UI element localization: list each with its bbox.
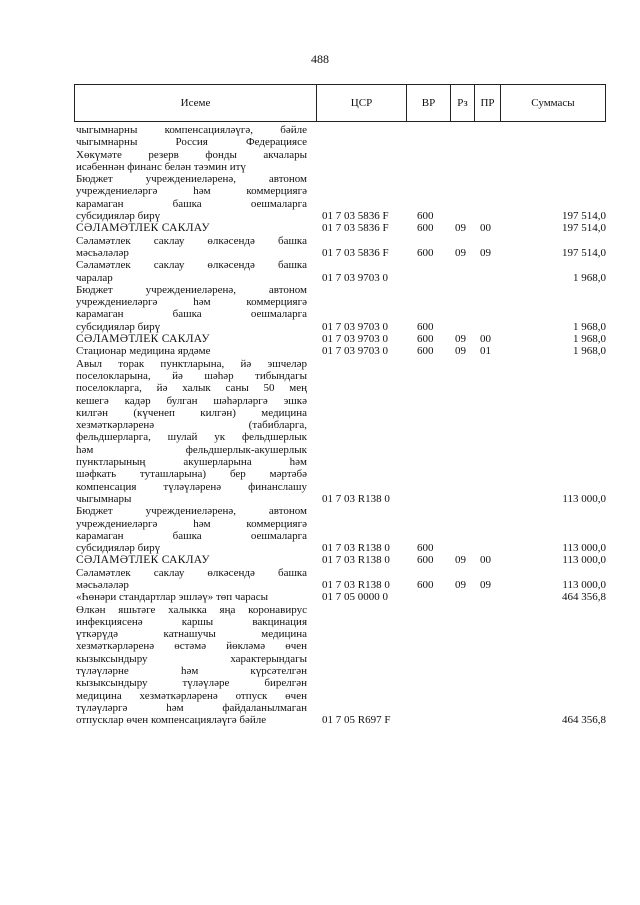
table-row [76, 333, 606, 345]
table-row [76, 345, 606, 357]
header-vr: ВР [406, 85, 450, 121]
row-pr: 01 [480, 345, 491, 358]
row-rz: 09 [455, 554, 466, 567]
row-name-line: Бюджет учреждениеләренә, автоном [76, 505, 307, 518]
row-vr: 600 [417, 542, 434, 555]
row-csr: 01 7 03 R138 0 [322, 554, 390, 567]
row-pr: 09 [480, 246, 491, 259]
table-row [76, 259, 606, 284]
table-header [74, 84, 606, 122]
row-vr: 600 [417, 210, 434, 223]
row-name-line: мәсьәләләр [76, 578, 129, 591]
row-name-line: поселокларга, йә халык саны 50 мең [76, 382, 307, 395]
row-csr: 01 7 03 9703 0 [322, 333, 388, 346]
row-name-line: карамаган башка оешмаларга [76, 197, 307, 210]
row-vr: 600 [417, 333, 434, 346]
row-pr: 00 [480, 333, 491, 346]
header-name: Исеме [74, 85, 316, 121]
row-name-line: пунктларының акушерларына һәм [76, 456, 307, 469]
row-name-line: Сәламәтлек саклау өлкәсендә башка [76, 566, 307, 579]
row-name-line: СӘЛАМӘТЛЕК САКЛАУ [76, 222, 210, 235]
row-name-line: кызыксындыру характерындагы [76, 652, 307, 665]
row-name-line: инфекциясенә каршы вакцинация [76, 615, 307, 628]
row-name-line: субсидияләр бирү [76, 320, 161, 333]
table-row [76, 124, 606, 173]
row-sum: 1 968,0 [573, 320, 606, 333]
row-vr: 600 [417, 345, 434, 358]
row-name-line: Авыл торак пунктларына, йә эшчеләр [76, 357, 307, 370]
row-name-line: һәм фельдшерлык-акушерлык [76, 443, 307, 456]
row-csr: 01 7 03 5836 F [322, 210, 389, 223]
row-name-line: Бюджет учреждениеләренә, автоном [76, 283, 307, 296]
row-name-line: шәфкать туташларына) бер мәртәбә [76, 468, 307, 481]
table-row [76, 358, 606, 506]
row-name-line: фельдшерларга, шулай ук фельдшерлык [76, 431, 307, 444]
row-sum: 113 000,0 [562, 554, 606, 567]
row-name-line: Стационар медицина ярдәме [76, 345, 211, 358]
row-name-line: медицина хезмәткәрләренә отпуск өчен [76, 689, 307, 702]
table-row [76, 284, 606, 333]
row-sum: 1 968,0 [573, 333, 606, 346]
row-name-line: хезмәткәрләренә (табибларга, [76, 419, 307, 432]
row-name-line: Бюджет учреждениеләренә, автоном [76, 173, 307, 186]
row-name-line: түләүләргә һәм файдаланылмаган [76, 701, 307, 714]
table-row [76, 554, 606, 566]
row-name-line: отпусклар өчен компенсацияләүгә бәйле [76, 714, 267, 727]
row-name-line: субсидияләр бирү [76, 210, 161, 223]
row-rz: 09 [455, 345, 466, 358]
row-csr: 01 7 05 0000 0 [322, 591, 388, 604]
row-vr: 600 [417, 246, 434, 259]
table-body [76, 124, 606, 727]
row-name-line: учреждениеләргә һәм коммерциягә [76, 185, 307, 198]
row-csr: 01 7 03 9703 0 [322, 271, 388, 284]
row-sum: 464 356,8 [562, 714, 606, 727]
header-pr: ПР [474, 85, 500, 121]
row-sum: 113 000,0 [562, 542, 606, 555]
row-name-line: чыгымнарны Россия Федерациясе [76, 136, 307, 149]
row-name-line: хезмәткәрләренә өстәмә йөкләмә өчен [76, 640, 307, 653]
row-name-line: мәсьәләләр [76, 246, 129, 259]
header-sum: Суммасы [500, 85, 606, 121]
row-name-line: карамаган башка оешмаларга [76, 529, 307, 542]
row-name-line: кызыксындыру түләүләре бирелгән [76, 677, 307, 690]
row-name-line: поселокларына, йә шәһәр тибындагы [76, 369, 307, 382]
row-vr: 600 [417, 578, 434, 591]
row-rz: 09 [455, 246, 466, 259]
table-row [76, 173, 606, 222]
table-row [76, 604, 606, 727]
row-sum: 1 968,0 [573, 271, 606, 284]
row-name-line: Өлкән яшьтәге халыкка яңа коронавирус [76, 603, 307, 616]
row-pr: 09 [480, 578, 491, 591]
row-rz: 09 [455, 578, 466, 591]
row-name-line: «Һөнәри стандартлар эшләү» төп чарасы [76, 591, 268, 604]
table-row [76, 505, 606, 554]
row-name-line: СӘЛАМӘТЛЕК САКЛАУ [76, 333, 210, 346]
row-name-line: учреждениеләргә һәм коммерциягә [76, 517, 307, 530]
row-sum: 197 514,0 [562, 246, 606, 259]
row-name-line: килгән (күченеп килгән) медицина [76, 406, 307, 419]
row-csr: 01 7 05 R697 F [322, 714, 391, 727]
row-name-line: түләүләрне һәм күрсәтелгән [76, 665, 307, 678]
row-sum: 464 356,8 [562, 591, 606, 604]
row-rz: 09 [455, 222, 466, 235]
row-name-line: кешегә кадәр булган шәһәрләргә эшкә [76, 394, 307, 407]
row-name-line: чаралар [76, 271, 113, 284]
row-name-line: субсидияләр бирү [76, 542, 161, 555]
row-csr: 01 7 03 R138 0 [322, 578, 390, 591]
page-number: 488 [311, 52, 329, 66]
row-name-line: Сәламәтлек саклау өлкәсендә башка [76, 234, 307, 247]
row-sum: 197 514,0 [562, 222, 606, 235]
row-sum: 113 000,0 [562, 492, 606, 505]
row-name-line: карамаган башка оешмаларга [76, 308, 307, 321]
row-sum: 197 514,0 [562, 210, 606, 223]
row-name-line: учреждениеләргә һәм коммерциягә [76, 296, 307, 309]
row-csr: 01 7 03 9703 0 [322, 345, 388, 358]
row-vr: 600 [417, 222, 434, 235]
table-row [76, 567, 606, 592]
row-vr: 600 [417, 554, 434, 567]
row-name-line: Сәламәтлек саклау өлкәсендә башка [76, 259, 307, 272]
row-sum: 113 000,0 [562, 578, 606, 591]
table-row [76, 222, 606, 234]
row-name-line: чыгымнары [76, 492, 132, 505]
row-pr: 00 [480, 554, 491, 567]
table-row [76, 235, 606, 260]
row-csr: 01 7 03 5836 F [322, 222, 389, 235]
row-name-line: Хөкүмәте резерв фонды акчалары [76, 148, 307, 161]
row-rz: 09 [455, 333, 466, 346]
row-name-line: чыгымнарны компенсацияләүгә, бәйле [76, 124, 307, 136]
row-csr: 01 7 03 9703 0 [322, 320, 388, 333]
row-pr: 00 [480, 222, 491, 235]
row-csr: 01 7 03 5836 F [322, 246, 389, 259]
row-sum: 1 968,0 [573, 345, 606, 358]
row-name-line: исәбеннән финанс белән тәэмин итү [76, 160, 246, 173]
row-name-line: компенсация түләүләренә финанслашу [76, 480, 307, 493]
header-csr: ЦСР [316, 85, 406, 121]
table-row [76, 591, 606, 603]
row-vr: 600 [417, 320, 434, 333]
row-name-line: СӘЛАМӘТЛЕК САКЛАУ [76, 554, 210, 567]
row-csr: 01 7 03 R138 0 [322, 542, 390, 555]
row-name-line: үткәрүдә катнашучы медицина [76, 628, 307, 641]
header-rz: Рз [450, 85, 474, 121]
row-csr: 01 7 03 R138 0 [322, 492, 390, 505]
